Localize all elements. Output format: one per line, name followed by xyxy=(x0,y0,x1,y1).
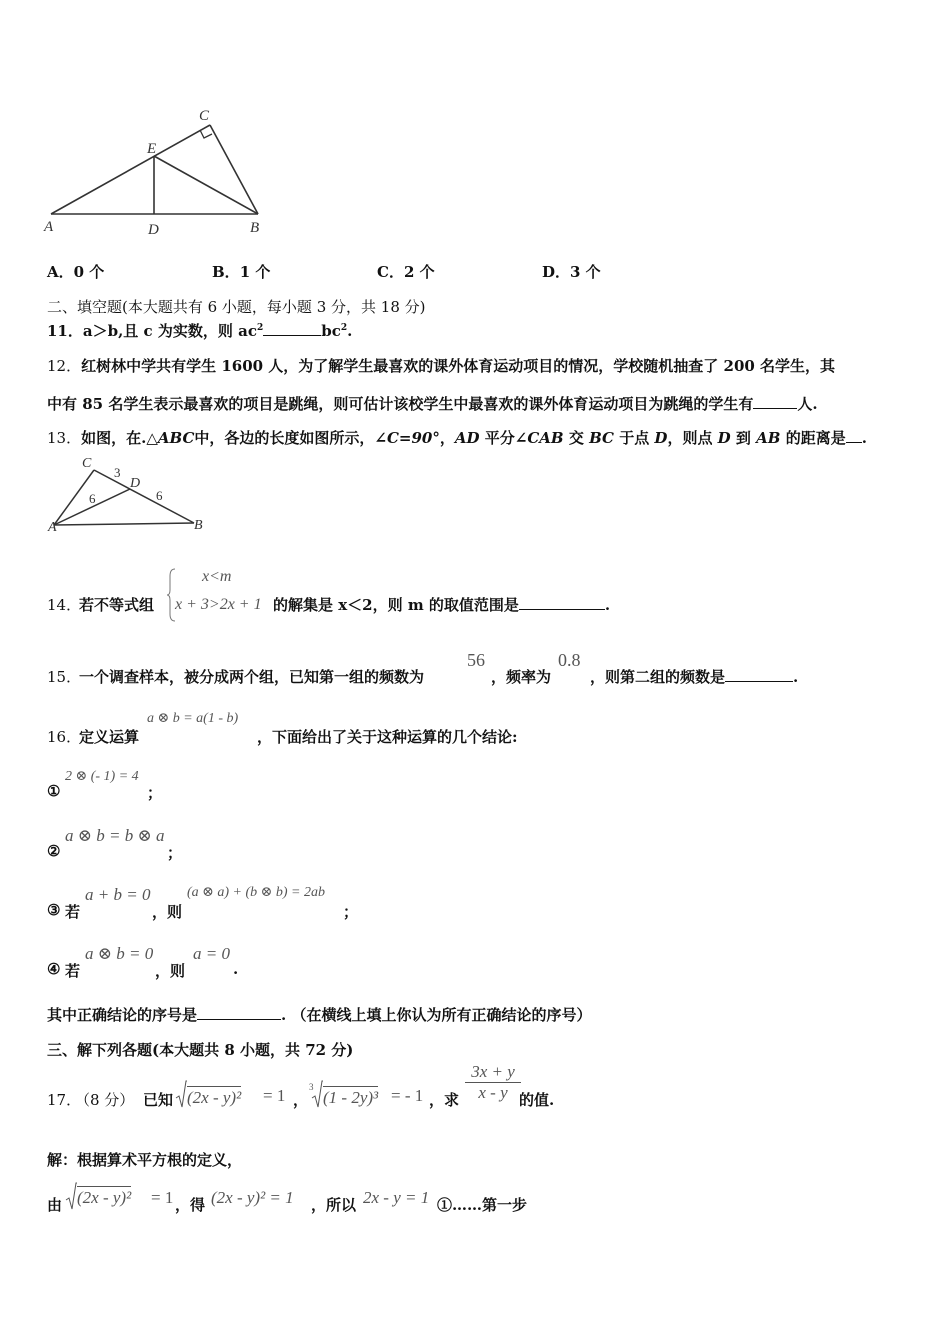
segment-cb-2 xyxy=(94,470,194,523)
cube-root-icon xyxy=(311,1080,323,1110)
side-length-cd: 3 xyxy=(114,465,121,480)
segment-ab-2 xyxy=(54,523,194,525)
right-angle-mark xyxy=(200,130,212,138)
option-c[interactable]: C．2 个 xyxy=(377,263,435,281)
answer-blank-11[interactable] xyxy=(263,322,321,336)
side-length-ac: 6 xyxy=(89,491,96,506)
label-c: C xyxy=(199,108,210,124)
label-a-2: A xyxy=(48,520,57,535)
label-b-2: B xyxy=(194,518,203,533)
conclusion-1: ① 2 ⊗ (- 1) = 4 ； xyxy=(47,769,163,802)
solution-title: 解：根据算术平方根的定义， xyxy=(47,1151,243,1169)
operation-definition: a ⊗ b = a(1 - b) xyxy=(147,711,239,726)
question-16-tail: 其中正确结论的序号是 . （在横线上填上你认为所有正确结论的序号） xyxy=(47,1006,592,1024)
figure-triangle-bisector xyxy=(44,455,214,535)
section2-title: 二、填空题(本大题共有 6 小题，每小题 3 分，共 18 分) xyxy=(47,298,426,316)
question-13: 13．如图，在.△ABC中，各边的长度如图所示，∠C=90°，AD 平分∠CAB 交 BC 于点 D，则点 D 到 AB 的距离是 . xyxy=(47,429,867,447)
label-d: D xyxy=(148,222,159,238)
inequality-1: x<m xyxy=(202,568,232,585)
answer-blank-12[interactable] xyxy=(753,395,797,409)
option-d[interactable]: D．3 个 xyxy=(542,263,601,281)
solution-step-1: 由 (2x - y)² = 1 ，得 (2x - y)² = 1 ，所以 2x - y = 1 ①……第一步 xyxy=(47,1176,747,1220)
answer-blank-14[interactable] xyxy=(519,596,605,610)
label-c-2: C xyxy=(82,456,92,471)
label-e: E xyxy=(147,141,157,157)
conclusion-2: ② a ⊗ b = b ⊗ a ； xyxy=(47,826,183,862)
figure-triangle-abc xyxy=(40,100,280,240)
section3-title: 三、解下列各题(本大题共 8 小题，共 72 分) xyxy=(47,1041,354,1059)
conclusion-3: ③ 若 a + b = 0 ，则 (a ⊗ a) + (b ⊗ b) = 2ab ； xyxy=(47,885,359,921)
label-d-2: D xyxy=(130,476,141,491)
label-b: B xyxy=(250,220,260,236)
radical-icon xyxy=(175,1080,187,1110)
frequency-value: 56 xyxy=(467,650,485,670)
question-15: 15． 一个调查样本，被分成两个组，已知第一组的频数为 56 ，频率为 0.8 ，则第二组的频数是 . xyxy=(47,650,799,686)
question-11: 11．a＞b,且 c 为实数，则 $ac^2$ $bc^2$. xyxy=(47,322,353,340)
fraction-expression: 3x + y x - y xyxy=(465,1062,521,1103)
question-12-line2: 中有 85 名学生表示最喜欢的项目是跳绳，则可估计该校学生中最喜欢的课外体育运动项目为跳绳的学生有 人. xyxy=(47,395,818,413)
rate-value: 0.8 xyxy=(558,650,581,670)
answer-blank-13[interactable] xyxy=(846,429,862,443)
segment-ac xyxy=(51,125,210,214)
radical-icon xyxy=(65,1182,77,1212)
side-length-db: 6 xyxy=(156,488,163,503)
question-17: 17． （8 分） 已知 (2x - y)² = 1 ， 3 (1 - 2y)³ = - 1 ，求 3x + y x - y 的值. xyxy=(47,1062,555,1109)
answer-blank-16[interactable] xyxy=(197,1006,281,1020)
option-a[interactable]: A．0 个 xyxy=(47,263,105,281)
inequality-2: x + 3>2x + 1 xyxy=(175,596,262,613)
answer-blank-15[interactable] xyxy=(725,668,793,682)
label-a: A xyxy=(44,219,54,235)
question-12-line1: 12．红树林中学共有学生 1600 人，为了解学生最喜欢的课外体育运动项目的情况，学校随机抽查了 200 名学生，其 xyxy=(47,357,836,375)
option-b[interactable]: B．1 个 xyxy=(212,263,271,281)
conclusion-4: ④ 若 a ⊗ b = 0 ，则 a = 0 . xyxy=(47,944,239,980)
question-16: 16． 定义运算 a ⊗ b = a(1 - b) ，下面给出了关于这种运算的几个结论: xyxy=(47,711,518,746)
segment-ac-2 xyxy=(54,470,94,525)
